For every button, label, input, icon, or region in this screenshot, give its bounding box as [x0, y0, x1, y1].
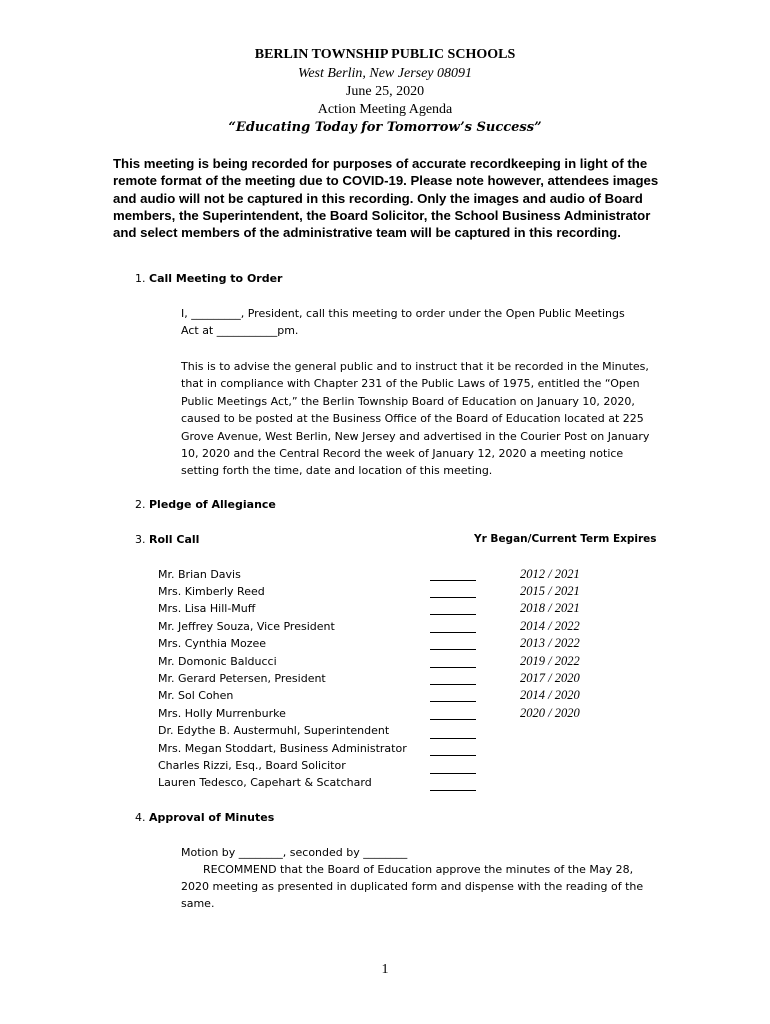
call-to-order-line1: I, _________, President, call this meeting to order under the Open Public Meetings: [181, 307, 625, 320]
meeting-date: June 25, 2020: [345, 84, 425, 99]
district-motto: “Educating Today for Tomorrow’s Success”: [228, 120, 542, 135]
list-item: Dr. Edythe B. Austermuhl, Superintendent: [158, 724, 390, 737]
list-item: Mrs. Lisa Hill-Muff: [158, 602, 256, 615]
list-item: Mrs. Kimberly Reed: [158, 585, 265, 598]
attendance-blank: [430, 620, 476, 633]
attendance-blank: [430, 637, 476, 650]
advisory-paragraph: This is to advise the general public and to instruct that it be recorded in the Minutes, that in compliance with Chapter 231 of the Public Laws of 1975, entitled the “Open Public Meetings Act,” the Berlin Township Board of Education on January 10, 2020, caused to be posted at the Business Office of the Board of Education located at 225 Grove Avenue, West Berlin, New Jersey and advertised in the Courier Post on January 10, 2020 and the Central Record the week of January 12, 2020 a meeting notice setting forth the time, date and location of this meeting.: [181, 360, 650, 478]
section-number: 2.: [135, 498, 146, 511]
motion-line: Motion by ________, seconded by ________: [181, 846, 408, 859]
attendance-blank: [430, 743, 476, 756]
term-years: 2018 / 2021: [520, 601, 580, 615]
attendance-blank: [430, 568, 476, 581]
list-item: Mr. Sol Cohen: [158, 689, 234, 702]
term-years: 2019 / 2022: [520, 654, 580, 668]
section-number: 3.: [135, 533, 146, 546]
section-title: Approval of Minutes: [149, 811, 275, 824]
attendance-blank: [430, 672, 476, 685]
list-item: Mrs. Cynthia Mozee: [158, 637, 267, 650]
attendance-blank: [430, 761, 476, 774]
list-item: Lauren Tedesco, Capehart & Scatchard: [158, 776, 372, 789]
section-roll-call-heading: [135, 533, 199, 546]
recording-notice: This meeting is being recorded for purposes of accurate recordkeeping in light of the remote format of the meeting due to COVID-19. Please note however, attendees images and audio will not be captured in this recording. Only the images and audio of Board members, the Superintendent, the Board Solicitor, the School Business Administrator and select members of the administrative team will be captured in this recording.: [113, 156, 659, 241]
section-pledge-heading: [135, 498, 276, 511]
section-number: 1.: [135, 272, 146, 285]
district-city: West Berlin, New Jersey 08091: [297, 66, 473, 81]
attendance-blank: [430, 689, 476, 702]
attendance-blank: [430, 726, 476, 739]
section-title: Pledge of Allegiance: [149, 498, 276, 511]
district-title: BERLIN TOWNSHIP PUBLIC SCHOOLS: [254, 47, 516, 62]
page-number: 1: [381, 962, 389, 977]
list-item: Mr. Gerard Petersen, President: [158, 672, 326, 685]
term-years: 2017 / 2020: [520, 671, 580, 685]
list-item: Mrs. Holly Murrenburke: [158, 707, 286, 720]
meeting-type: Action Meeting Agenda: [317, 102, 453, 117]
recommend-continuation: 2020 meeting as presented in duplicated form and dispense with the reading of the same.: [181, 880, 644, 911]
list-item: Mrs. Megan Stoddart, Business Administrator: [158, 742, 407, 755]
section-title: Roll Call: [149, 533, 200, 546]
list-item: Mr. Jeffrey Souza, Vice President: [158, 620, 335, 633]
term-years: 2015 / 2021: [520, 584, 580, 598]
list-item: Mr. Brian Davis: [158, 568, 241, 581]
attendance-blank: [430, 602, 476, 615]
list-item: Charles Rizzi, Esq., Board Solicitor: [158, 759, 346, 772]
term-years: 2014 / 2022: [520, 619, 580, 633]
term-column-header: Yr Began/Current Term Expires: [474, 533, 657, 545]
attendance-blank: [430, 585, 476, 598]
attendance-blank: [430, 707, 476, 720]
term-years: 2020 / 2020: [520, 706, 580, 720]
attendance-blank: [430, 655, 476, 668]
term-years: 2013 / 2022: [520, 636, 580, 650]
recommend-line: RECOMMEND that the Board of Education approve the minutes of the May 28,: [203, 863, 634, 876]
section-number: 4.: [135, 811, 146, 824]
call-to-order-line2: Act at ___________pm.: [181, 324, 299, 337]
section-call-to-order-heading: [135, 272, 282, 285]
section-minutes-heading: [135, 811, 274, 824]
list-item: Mr. Domonic Balducci: [158, 655, 277, 668]
section-title: Call Meeting to Order: [149, 272, 283, 285]
attendance-blank: [430, 778, 476, 791]
term-years: 2014 / 2020: [520, 688, 580, 702]
term-years: 2012 / 2021: [520, 567, 580, 581]
